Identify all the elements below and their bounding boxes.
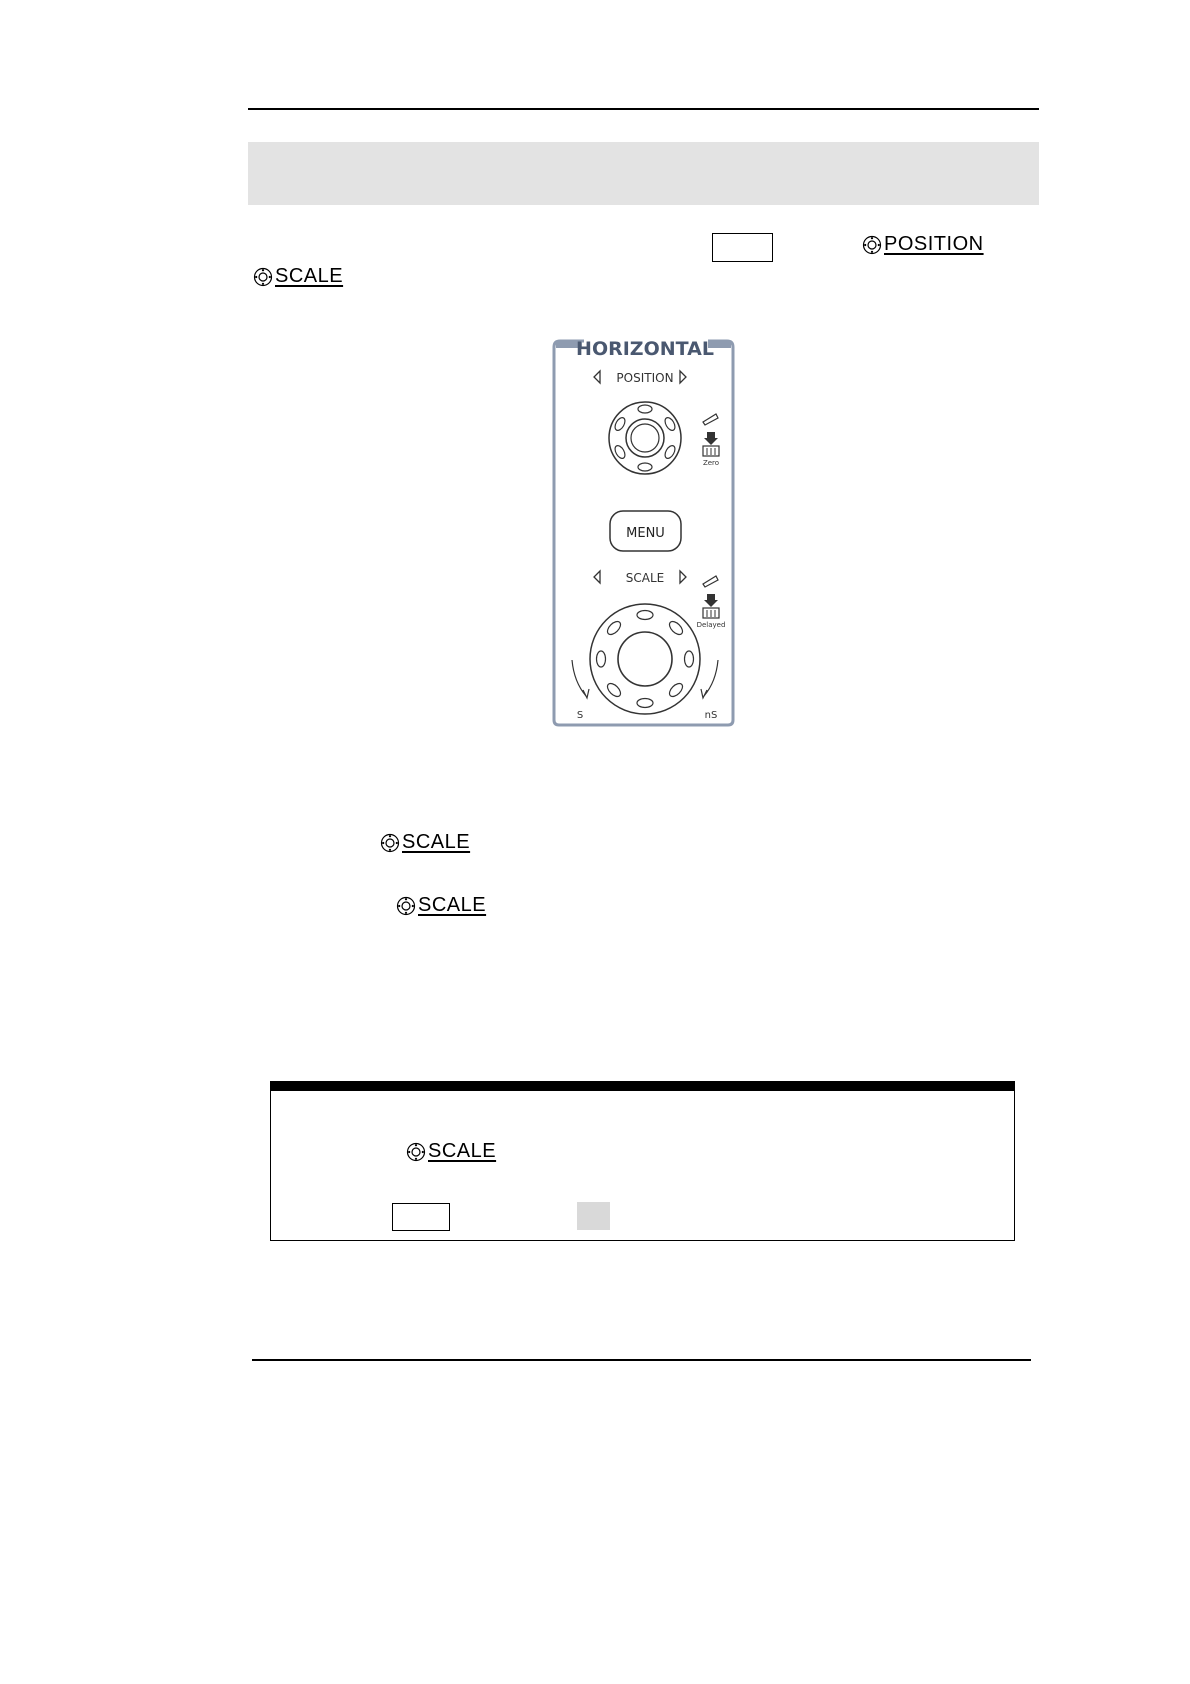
position-knob[interactable] [609, 402, 681, 474]
section-heading-bar [248, 142, 1039, 205]
step2-scale-knob-reference [396, 894, 486, 917]
scale-label: SCALE [625, 571, 665, 585]
menu-button-label: MENU [626, 526, 665, 541]
scale-knob-reference [253, 265, 343, 288]
position-right-arrow-icon [680, 371, 686, 383]
note-softkey-reference [577, 1202, 610, 1230]
step2-scale-label: SCALE [418, 894, 487, 916]
panel-title: HORIZONTAL [576, 338, 714, 360]
push-delayed-icon [703, 576, 719, 618]
menu-key-reference [712, 233, 773, 262]
note-scale-knob-reference [406, 1140, 496, 1163]
knob-icon [380, 833, 400, 853]
note-box [270, 1081, 1015, 1241]
zero-label: Zero [702, 459, 720, 467]
position-knob-reference [862, 233, 984, 256]
header-rule [248, 108, 1039, 110]
position-knob-label: POSITION [884, 233, 984, 255]
push-zero-icon [703, 414, 719, 456]
knob-icon [862, 235, 882, 255]
slow-label: S [576, 710, 584, 721]
scale-knob-label: SCALE [275, 265, 344, 287]
footer-rule [252, 1359, 1031, 1361]
scale-left-arrow-icon [594, 571, 600, 583]
knob-icon [253, 267, 273, 287]
note-scale-label: SCALE [428, 1140, 497, 1162]
scale-right-arrow-icon [680, 571, 686, 583]
delayed-label: Delayed [696, 621, 726, 629]
knob-icon [406, 1142, 426, 1162]
step1-scale-label: SCALE [402, 831, 471, 853]
note-menu-key-reference [392, 1203, 450, 1231]
position-left-arrow-icon [594, 371, 600, 383]
position-label: POSITION [616, 371, 674, 385]
step1-scale-knob-reference [380, 831, 470, 854]
fast-label: nS [704, 710, 718, 721]
horizontal-control-panel [550, 334, 740, 729]
note-header-bar [271, 1082, 1014, 1091]
horizontal-menu-button[interactable] [610, 511, 681, 551]
knob-icon [396, 896, 416, 916]
scale-knob[interactable] [590, 604, 700, 714]
